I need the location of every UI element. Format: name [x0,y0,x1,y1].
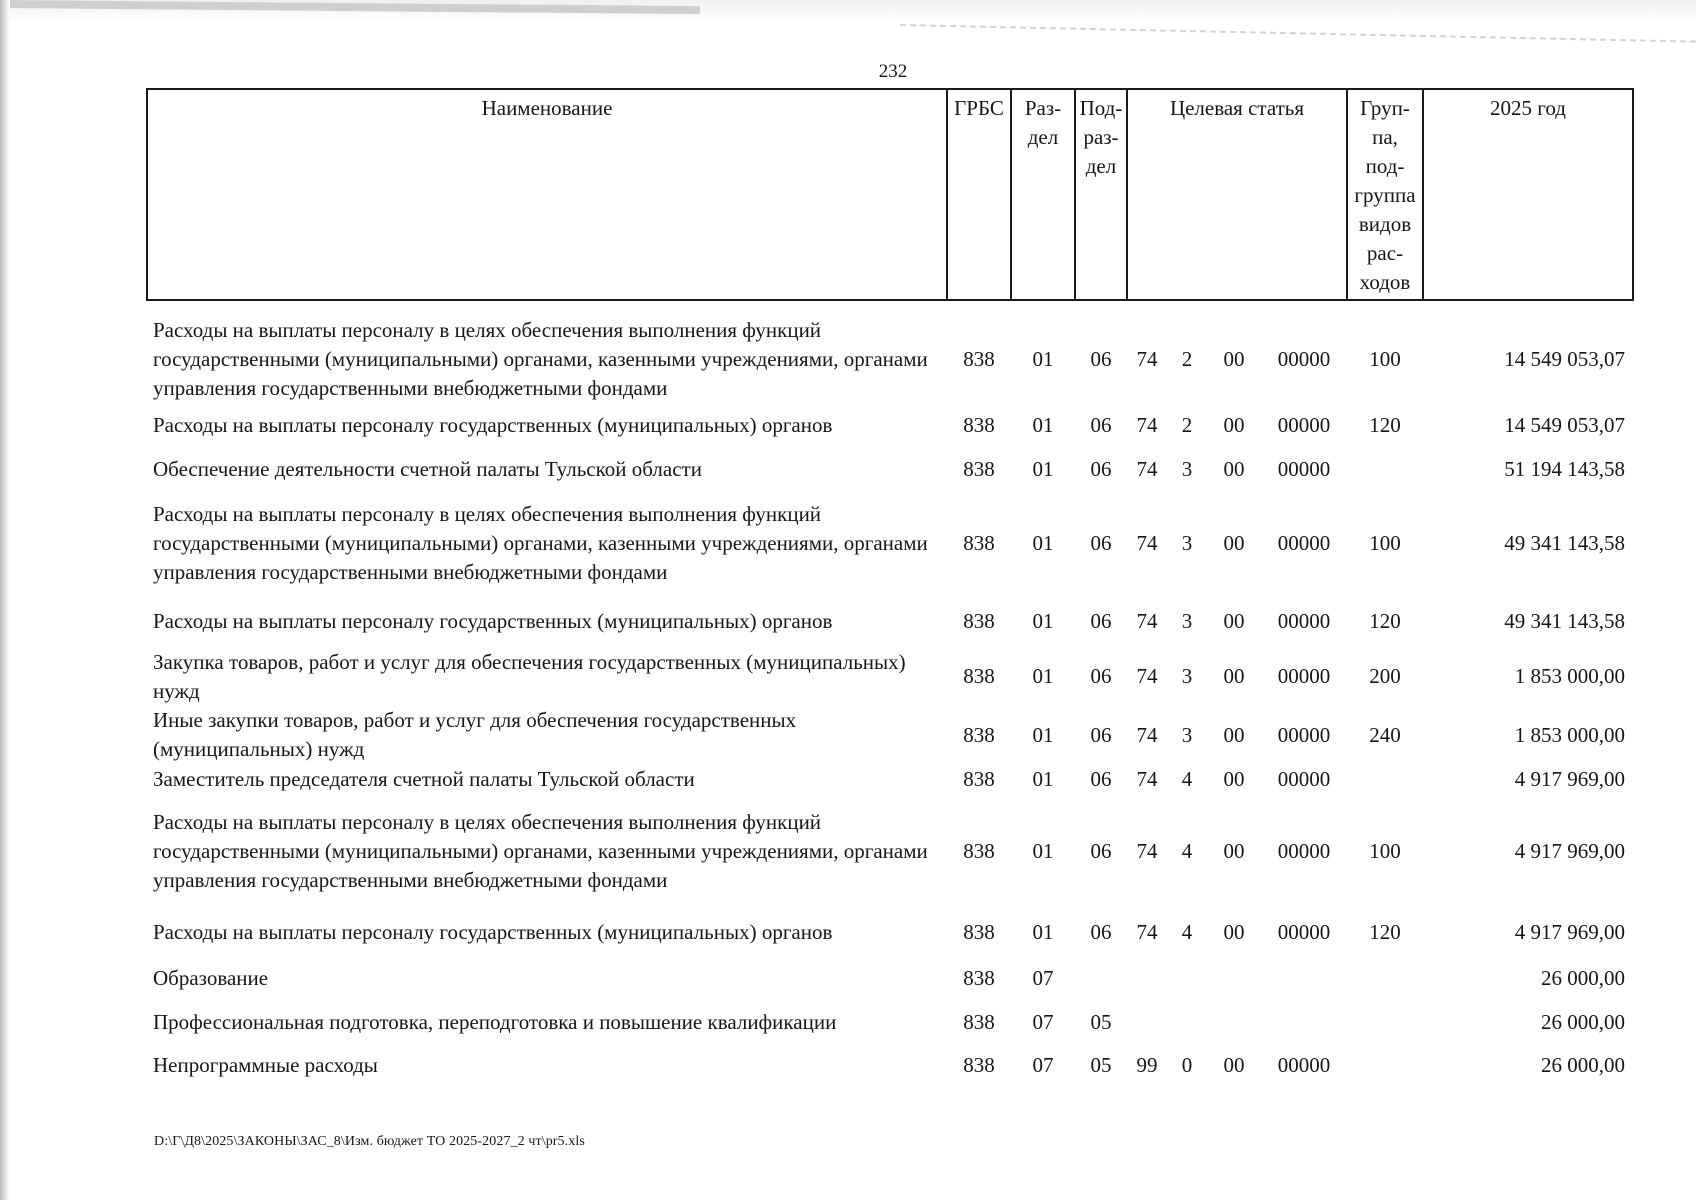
cell-cs4: 00000 [1277,766,1331,791]
table-body [147,300,1633,1086]
cell-cs1: 74 [1136,346,1158,371]
cell-grbs: 838 [963,608,995,633]
cell-amount: 4 917 969,00 [1514,766,1625,791]
cell-name: Непрограммные расходы [153,1052,378,1077]
cell-name: Расходы на выплаты персоналу в целях обеспечения выполнения функций государственными (муниципальными) органами, казенными учреждениями, органами управления государственными внебюджетными фондами [153,317,928,400]
cell-name: Профессиональная подготовка, переподготовка и повышение квалификации [153,1009,837,1034]
cell-cs4: 00000 [1277,664,1331,688]
cell-cs3: 00 [1223,608,1245,633]
cell-razdel: 01 [1032,919,1054,944]
cell-group: 240 [1369,722,1401,747]
cell-cs4: 00000 [1277,1052,1331,1077]
cell-amount: 1 853 000,00 [1514,722,1625,747]
cell-group [1347,1044,1423,1086]
cell-cs2: 4 [1181,838,1193,863]
table-header-row [147,89,1633,300]
cell-podrazdel: 06 [1090,456,1112,481]
cell-group: 200 [1369,664,1401,688]
cell-cs3: 00 [1223,722,1245,747]
cell-group: 100 [1369,346,1401,371]
cell-grbs: 838 [963,1009,995,1034]
table-row [147,956,1633,1000]
cell-razdel: 07 [1032,1009,1054,1034]
page-number: 232 [878,61,908,82]
cell-cs2: 3 [1181,664,1193,688]
table-row [147,491,1633,595]
cell-grbs: 838 [963,530,995,555]
cell-cs4 [1261,1000,1347,1044]
scan-shadow-left [0,0,10,1200]
cell-group: 120 [1369,919,1401,944]
cell-cs4 [1261,956,1347,1000]
cell-group: 100 [1369,530,1401,555]
cell-razdel: 01 [1032,456,1054,481]
cell-amount: 4 917 969,00 [1514,919,1625,944]
cell-cs3: 00 [1223,766,1245,791]
cell-razdel: 01 [1032,608,1054,633]
cell-name: Заместитель председателя счетной палаты Тульской области [153,766,695,791]
cell-grbs: 838 [963,456,995,481]
cell-amount: 14 549 053,07 [1504,346,1625,371]
file-path-footer: D:\Г\Д8\2025\ЗАКОНЫ\ЗАС_8\Изм. бюджет ТО 2025-2027_2 чт\pr5.xls [154,1134,585,1149]
cell-podrazdel: 05 [1090,1052,1112,1077]
cell-amount: 49 341 143,58 [1504,608,1625,633]
scan-shadow-top [0,0,1696,22]
cell-group [1347,764,1423,794]
cell-podrazdel: 06 [1090,530,1112,555]
cell-cs2: 3 [1181,530,1193,555]
cell-grbs: 838 [963,838,995,863]
header-spacer [147,300,1633,315]
cell-group: 120 [1369,608,1401,633]
cell-cs2: 2 [1181,346,1193,371]
cell-podrazdel: 06 [1090,838,1112,863]
cell-cs1: 74 [1136,412,1158,437]
cell-cs3: 00 [1223,838,1245,863]
cell-cs2 [1167,956,1207,1000]
cell-name: Расходы на выплаты персоналу государственных (муниципальных) органов [153,412,833,437]
cell-podrazdel: 06 [1090,664,1112,688]
header-razdel: Раз- дел [1011,89,1075,300]
budget-table [146,88,1634,1086]
table-row [147,794,1633,908]
cell-podrazdel: 06 [1090,346,1112,371]
cell-cs4: 00000 [1277,530,1331,555]
cell-grbs: 838 [963,766,995,791]
cell-amount: 26 000,00 [1541,965,1625,990]
table-row [147,1044,1633,1086]
cell-cs3: 00 [1223,1052,1245,1077]
cell-cs2: 3 [1181,722,1193,747]
cell-razdel: 01 [1032,346,1054,371]
cell-group: 120 [1369,412,1401,437]
cell-cs3: 00 [1223,664,1245,688]
table-row [147,908,1633,956]
cell-amount: 1 853 000,00 [1514,664,1625,688]
cell-podrazdel: 06 [1090,722,1112,747]
header-grbs: ГРБС [947,89,1011,300]
cell-amount: 49 341 143,58 [1504,530,1625,555]
cell-group [1347,1000,1423,1044]
cell-cs3: 00 [1223,346,1245,371]
cell-cs2: 4 [1181,766,1193,791]
cell-razdel: 07 [1032,1052,1054,1077]
cell-name: Образование [153,965,269,990]
cell-name: Расходы на выплаты персоналу в целях обеспечения выполнения функций государственными (муниципальными) органами, казенными учреждениями, органами управления государственными внебюджетными фондами [153,809,928,892]
cell-amount: 26 000,00 [1541,1009,1625,1034]
cell-amount: 26 000,00 [1541,1052,1625,1077]
table-row [147,1000,1633,1044]
cell-name: Закупка товаров, работ и услуг для обеспечения государственных (муниципальных) нужд [153,649,906,703]
cell-podrazdel: 06 [1090,412,1112,437]
cell-grbs: 838 [963,346,995,371]
header-target-article: Целевая статья [1127,89,1347,300]
cell-podrazdel [1075,956,1127,1000]
cell-cs2: 2 [1181,412,1193,437]
cell-cs3: 00 [1223,412,1245,437]
cell-name: Иные закупки товаров, работ и услуг для обеспечения государственных (муниципальных) нужд [153,708,797,761]
cell-cs3: 00 [1223,456,1245,481]
cell-cs4: 00000 [1277,722,1331,747]
cell-cs4: 00000 [1277,412,1331,437]
table-row [147,764,1633,794]
cell-cs1: 74 [1136,664,1158,688]
cell-cs2: 3 [1181,608,1193,633]
cell-podrazdel: 06 [1090,766,1112,791]
cell-podrazdel: 06 [1090,919,1112,944]
cell-razdel: 07 [1032,965,1054,990]
cell-razdel: 01 [1032,722,1054,747]
cell-cs4: 00000 [1277,346,1331,371]
cell-grbs: 838 [963,722,995,747]
cell-cs3: 00 [1223,919,1245,944]
cell-cs1: 74 [1136,530,1158,555]
table-row [147,647,1633,706]
cell-cs1: 99 [1136,1052,1158,1077]
cell-grbs: 838 [963,965,995,990]
cell-cs4: 00000 [1277,608,1331,633]
cell-cs4: 00000 [1277,919,1331,944]
cell-cs1: 74 [1136,919,1158,944]
cell-group [1347,956,1423,1000]
table-row [147,403,1633,447]
cell-razdel: 01 [1032,766,1054,791]
cell-amount: 14 549 053,07 [1504,412,1625,437]
header-expense-group: Груп- па, под- группа видов рас- ходов [1347,89,1423,300]
header-name: Наименование [147,89,947,300]
cell-cs1: 74 [1136,838,1158,863]
cell-grbs: 838 [963,664,995,688]
cell-razdel: 01 [1032,530,1054,555]
cell-razdel: 01 [1032,838,1054,863]
cell-name: Расходы на выплаты персоналу государственных (муниципальных) органов [153,919,833,944]
cell-cs1: 74 [1136,456,1158,481]
cell-name: Обеспечение деятельности счетной палаты Тульской области [153,456,702,481]
cell-razdel: 01 [1032,412,1054,437]
cell-cs2 [1167,1000,1207,1044]
cell-cs1 [1127,956,1167,1000]
cell-cs4: 00000 [1277,456,1331,481]
cell-cs2: 3 [1181,456,1193,481]
table-row [147,706,1633,764]
cell-cs2: 4 [1181,919,1193,944]
cell-amount: 4 917 969,00 [1514,838,1625,863]
cell-cs2: 0 [1181,1052,1193,1077]
cell-group [1347,447,1423,491]
cell-cs1: 74 [1136,766,1158,791]
cell-grbs: 838 [963,412,995,437]
cell-razdel: 01 [1032,664,1054,688]
header-year-2025: 2025 год [1423,89,1633,300]
cell-amount: 51 194 143,58 [1504,456,1625,481]
cell-cs4: 00000 [1277,838,1331,863]
cell-cs1 [1127,1000,1167,1044]
cell-cs3 [1207,956,1261,1000]
cell-name: Расходы на выплаты персоналу в целях обеспечения выполнения функций государственными (муниципальными) органами, казенными учреждениями, органами управления государственными внебюджетными фондами [153,501,928,584]
cell-cs3: 00 [1223,530,1245,555]
table-row [147,315,1633,403]
cell-cs1: 74 [1136,722,1158,747]
cell-podrazdel: 06 [1090,608,1112,633]
cell-grbs: 838 [963,919,995,944]
cell-grbs: 838 [963,1052,995,1077]
scan-artifact-line [900,24,1696,43]
cell-podrazdel: 05 [1090,1009,1112,1034]
cell-cs3 [1207,1000,1261,1044]
cell-cs1: 74 [1136,608,1158,633]
table-row [147,595,1633,647]
table-row [147,447,1633,491]
cell-name: Расходы на выплаты персоналу государственных (муниципальных) органов [153,608,833,633]
cell-group: 100 [1369,838,1401,863]
header-podrazdel: Под- раз- дел [1075,89,1127,300]
